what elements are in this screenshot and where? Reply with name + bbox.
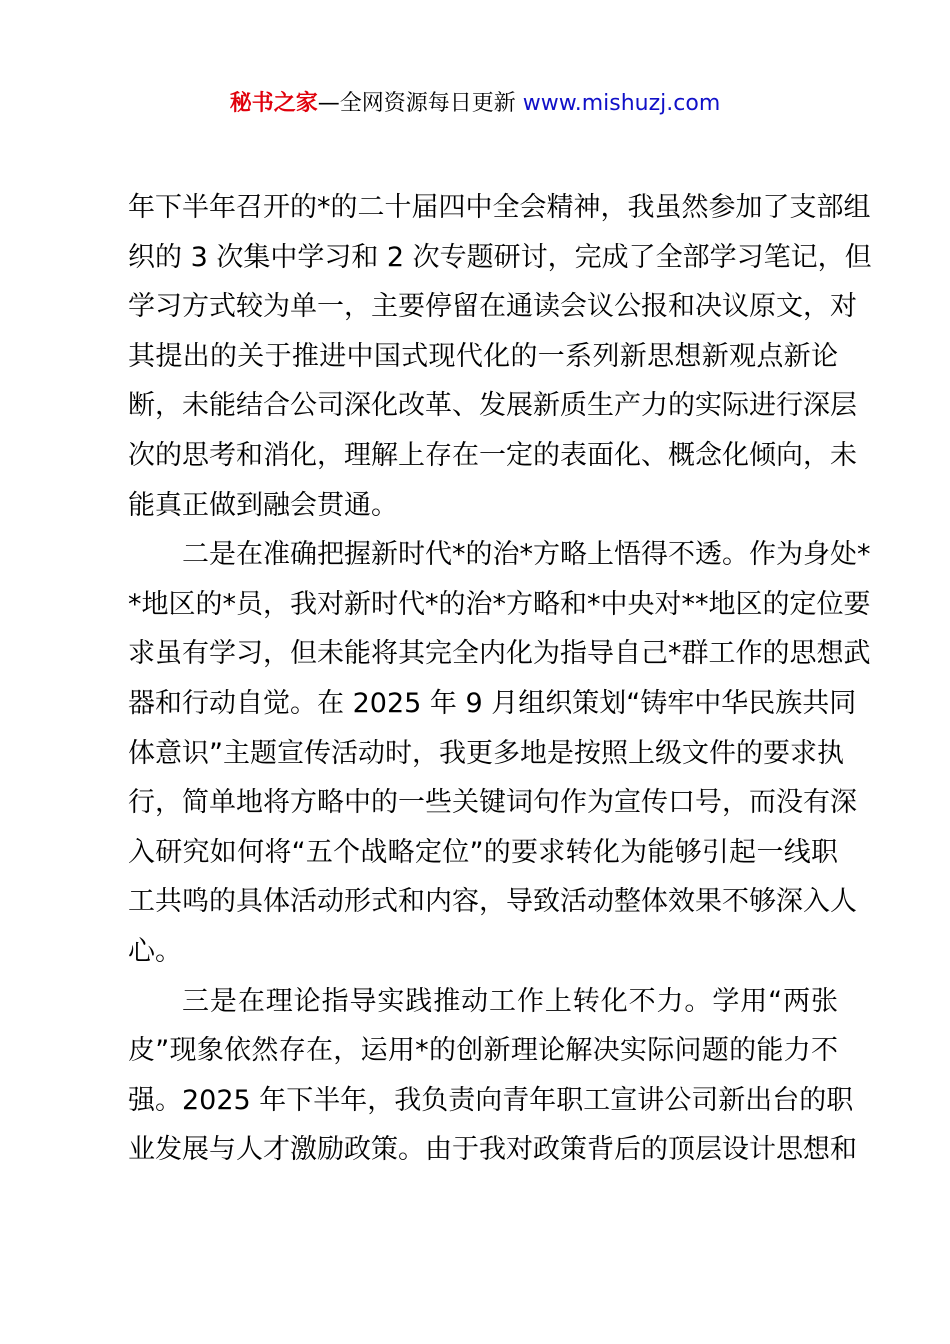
site-brand: 秘书之家: [229, 91, 318, 116]
text-line: 心。: [128, 935, 182, 967]
text-line: *地区的*员，我对新时代*的治*方略和*中央对**地区的定位要: [128, 588, 871, 620]
text-line: 皮”现象依然存在，运用*的创新理论解决实际问题的能力不: [128, 1035, 838, 1067]
text-line: 学习方式较为单一，主要停留在通读会议公报和决议原文，对: [128, 291, 857, 323]
text-line: 其提出的关于推进中国式现代化的一系列新思想新观点新论: [128, 340, 838, 372]
text-line: 业发展与人才激励政策。由于我对政策背后的顶层设计思想和: [128, 1134, 857, 1166]
paragraph: [128, 530, 871, 976]
text-line: 求虽有学习，但未能将其完全内化为指导自己*群工作的思想武: [128, 638, 871, 670]
text-line: 工共鸣的具体活动形式和内容，导致活动整体效果不够深入人: [128, 886, 857, 918]
text-line: 次的思考和消化，理解上存在一定的表面化、概念化倾向，未: [128, 439, 857, 471]
site-tagline: —全网资源每日更新: [317, 91, 523, 116]
site-url-link[interactable]: www.mishuzj.com: [522, 91, 721, 116]
text-line: 体意识”主题宣传活动时，我更多地是按照上级文件的要求执: [128, 737, 844, 769]
site-header: [0, 88, 950, 120]
document-body: [128, 183, 872, 1175]
text-line: 入研究如何将“五个战略定位”的要求转化为能够引起一线职: [128, 836, 838, 868]
text-line: 行，简单地将方略中的一些关键词句作为宣传口号，而没有深: [128, 787, 857, 819]
text-line: 强。2025 年下半年，我负责向青年职工宣讲公司新出台的职: [128, 1084, 854, 1116]
text-line: 二是在准确把握新时代*的治*方略上悟得不透。作为身处*: [182, 539, 871, 571]
text-line: 器和行动自觉。在 2025 年 9 月组织策划“铸牢中华民族共同: [128, 687, 857, 719]
text-line: 断，未能结合公司深化改革、发展新质生产力的实际进行深层: [128, 390, 857, 422]
text-line: 能真正做到融会贯通。: [128, 489, 398, 521]
paragraph: [128, 977, 857, 1175]
paragraph: [128, 183, 872, 530]
text-line: 织的 3 次集中学习和 2 次专题研讨，完成了全部学习笔记，但: [128, 241, 872, 273]
text-line: 三是在理论指导实践推动工作上转化不力。学用“两张: [182, 985, 838, 1017]
text-line: 年下半年召开的*的二十届四中全会精神，我虽然参加了支部组: [128, 192, 871, 223]
